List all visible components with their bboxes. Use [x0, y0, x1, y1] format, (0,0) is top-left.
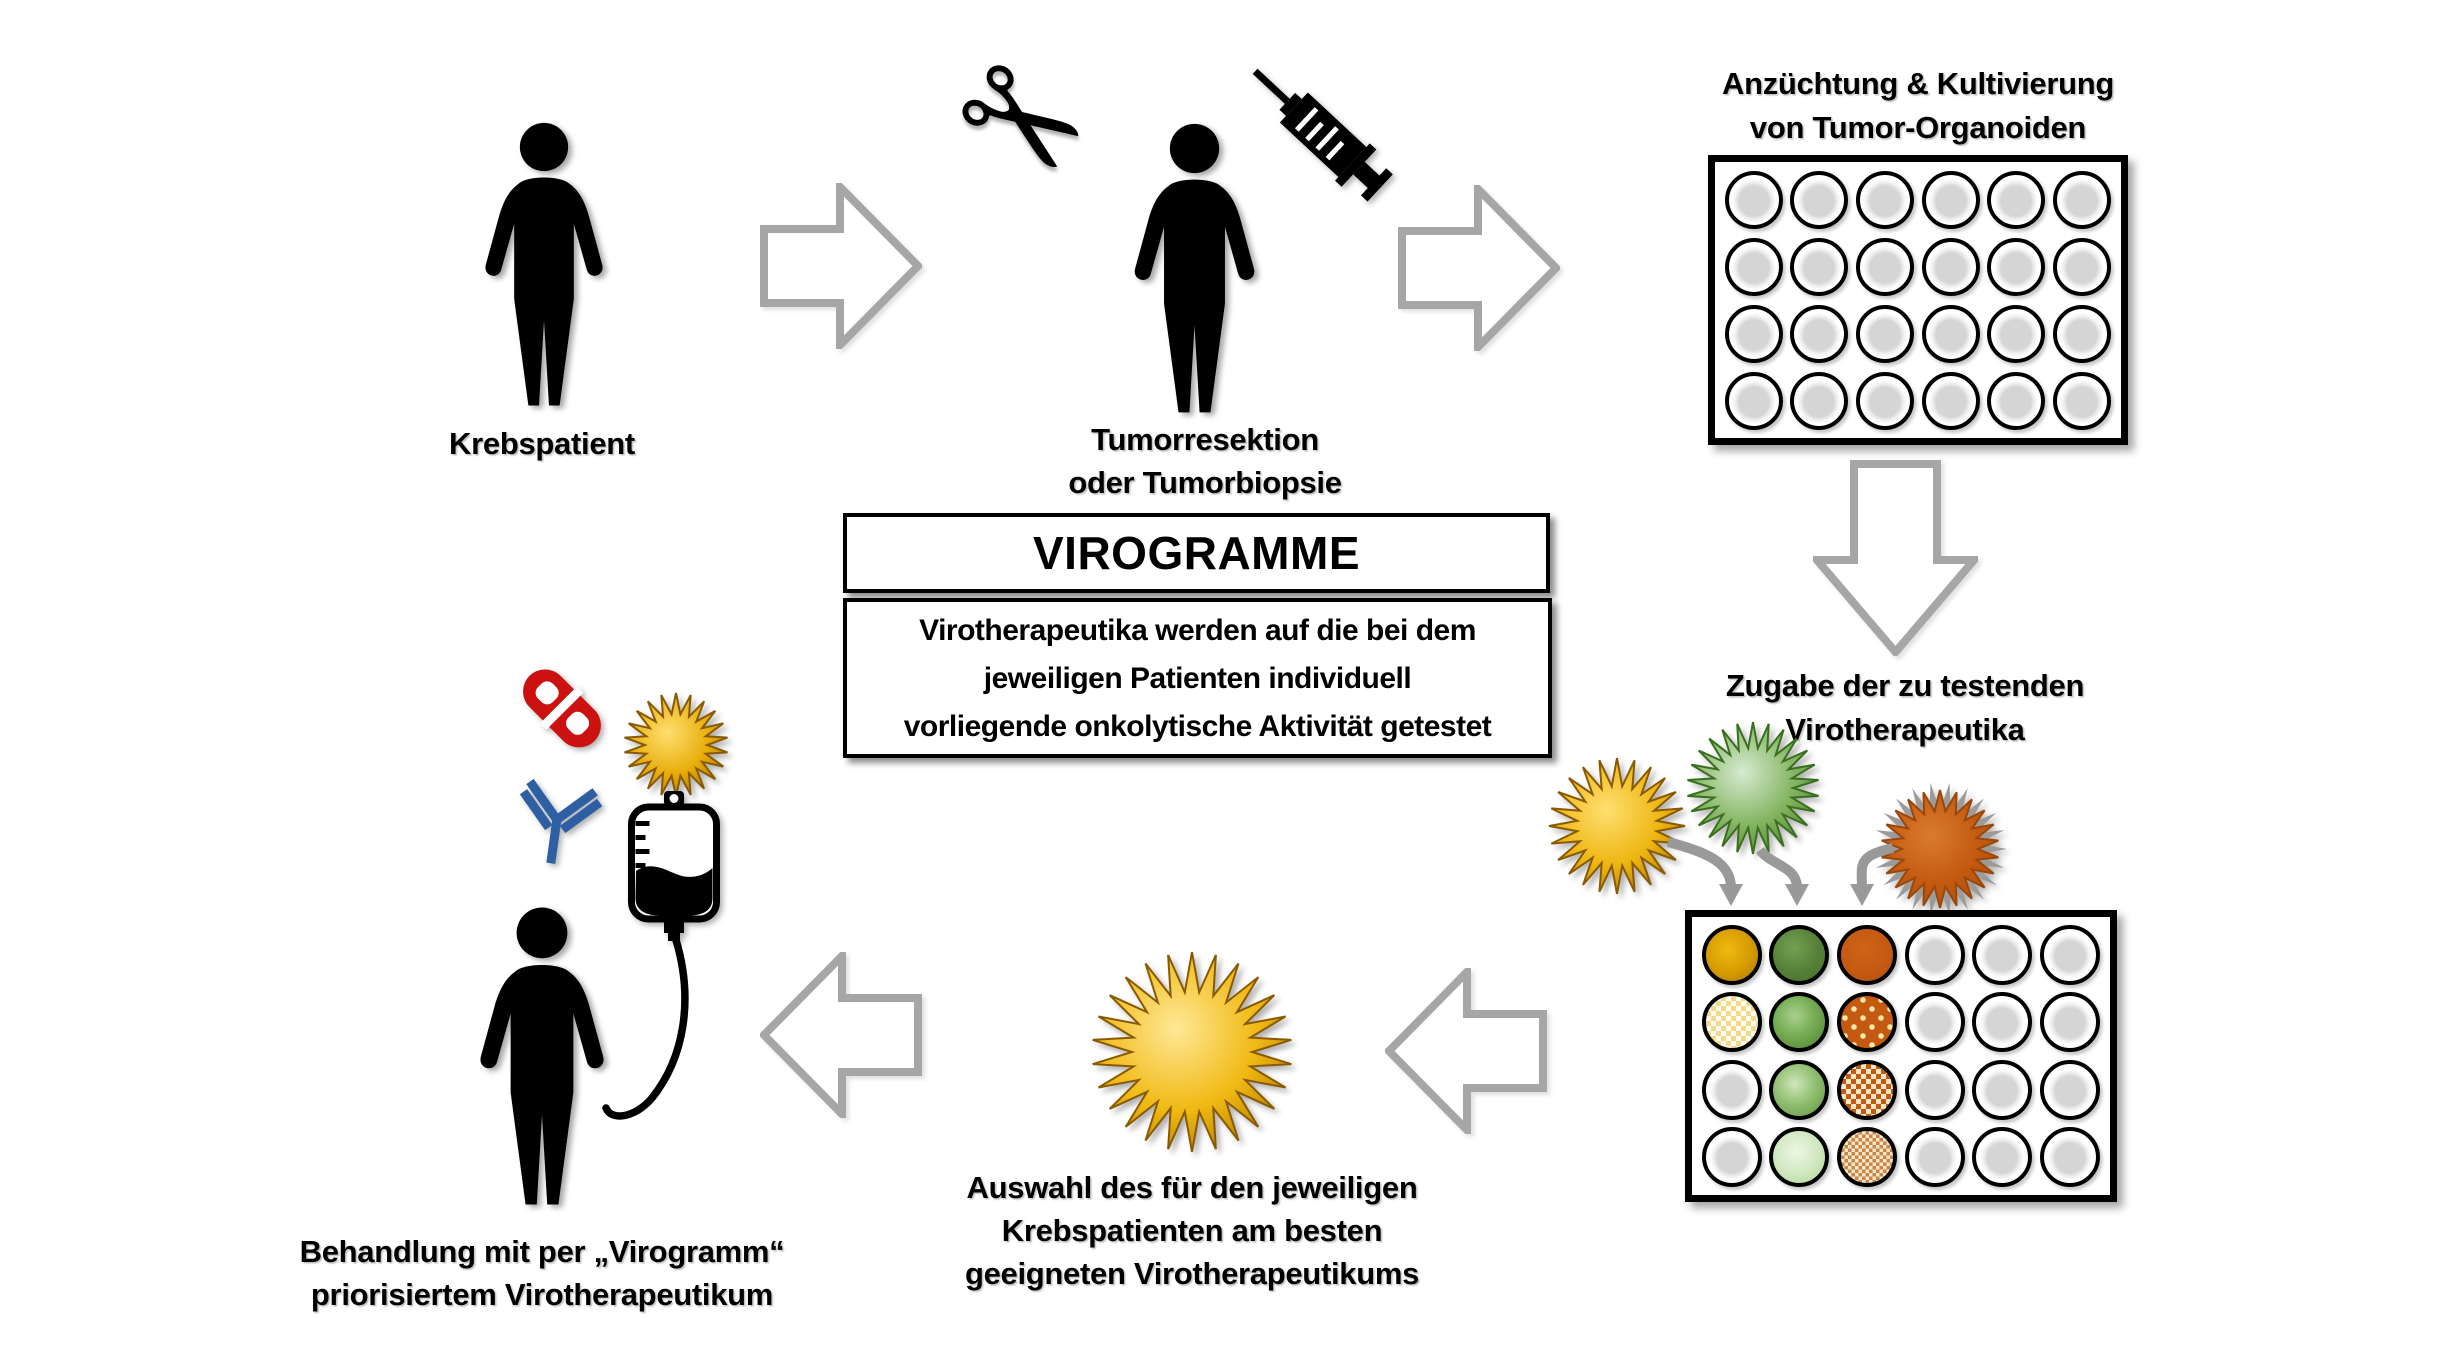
syringe-icon [1237, 48, 1407, 218]
virogramme-description-line2: jeweiligen Patienten individuell [983, 662, 1412, 695]
selected-virus-icon [1087, 947, 1297, 1157]
well-empty [1972, 1127, 2032, 1187]
well-empty [1856, 171, 1914, 229]
resection-label-line1: Tumorresektion [1091, 422, 1319, 457]
scissors-glyph: ✂ [919, 15, 1123, 231]
well-empty [1790, 305, 1848, 363]
selection-label [952, 1166, 1432, 1295]
virogramm-test-plate [1685, 910, 2117, 1202]
organoid-title-line1: Anzüchtung & Kultivierung [1721, 66, 2115, 101]
organoid-title-line2: von Tumor-Organoiden [1749, 110, 2087, 145]
curved-arrow-green [1760, 850, 1809, 906]
treated-patient-icon [467, 906, 617, 1212]
well-empty [1922, 372, 1980, 430]
well-empty [1856, 238, 1914, 296]
well-green-pale [1769, 1127, 1829, 1187]
virogramme-title: VIROGRAMME [1033, 527, 1360, 579]
well-empty [1905, 1060, 1965, 1120]
right-arrow-icon [1398, 185, 1560, 351]
well-empty [1725, 171, 1783, 229]
pill-drawing [505, 650, 620, 765]
mini-virus-gold-icon [621, 690, 731, 800]
flow-arrow-left-2 [760, 952, 922, 1123]
virogramme-description-line1: Virotherapeutika werden auf die bei dem [919, 614, 1476, 647]
well-yellow-checker [1702, 992, 1762, 1052]
well-empty [2053, 305, 2111, 363]
person-silhouette-icon [473, 118, 615, 416]
well-empty [2053, 238, 2111, 296]
scissors-icon [919, 15, 1128, 231]
add-viruses-label-line2: Virotherapeutika [1785, 712, 2025, 747]
well-empty [1702, 1060, 1762, 1120]
well-orange-fine [1837, 1127, 1897, 1187]
well-empty [1725, 305, 1783, 363]
antibody-drawing [500, 752, 620, 872]
flow-arrow-left-1 [1385, 968, 1547, 1139]
well-empty [1987, 171, 2045, 229]
antibody-icon [500, 752, 620, 872]
well-orange-dots [1837, 992, 1897, 1052]
well-empty [2053, 372, 2111, 430]
patient-label-text: Krebspatient [449, 426, 635, 461]
well-empty [2040, 992, 2100, 1052]
organoid-title [1688, 62, 2148, 150]
left-arrow-icon [1385, 968, 1547, 1134]
well-empty [1987, 372, 2045, 430]
well-empty [1790, 372, 1848, 430]
pill-icon [505, 650, 620, 765]
well-empty [1972, 925, 2032, 985]
patient-icon [473, 118, 615, 416]
left-arrow-icon [760, 952, 922, 1118]
well-empty [1905, 925, 1965, 985]
well-empty [1725, 372, 1783, 430]
resection-label-line2: oder Tumorbiopsie [1068, 465, 1342, 500]
person-silhouette-icon [467, 906, 617, 1212]
add-viruses-label-line1: Zugabe der zu testenden [1725, 668, 2085, 703]
virogramme-description-line3: vorliegende onkolytische Aktivität getestet [903, 710, 1492, 743]
organoid-well-plate [1708, 155, 2128, 445]
right-arrow-icon [760, 183, 922, 349]
well-empty [2040, 925, 2100, 985]
well-empty [1790, 238, 1848, 296]
well-empty [1987, 305, 2045, 363]
well-green-dark [1769, 925, 1829, 985]
well-empty [1905, 992, 1965, 1052]
selection-label-line2: Krebspatienten am besten [1001, 1213, 1383, 1248]
well-empty [1922, 305, 1980, 363]
virogramme-description [847, 602, 1548, 751]
well-empty [2040, 1127, 2100, 1187]
well-empty [1856, 305, 1914, 363]
well-orange-checker [1837, 1060, 1897, 1120]
well-empty [1725, 238, 1783, 296]
resection-label [1005, 418, 1405, 504]
selection-label-line3: geeigneten Virotherapeutikums [964, 1256, 1420, 1291]
well-empty [1987, 238, 2045, 296]
syringe-drawing [1237, 48, 1407, 218]
virogramme-description-box [843, 598, 1552, 758]
well-empty [1790, 171, 1848, 229]
well-empty [1905, 1127, 1965, 1187]
well-empty [2053, 171, 2111, 229]
treatment-label-line1: Behandlung mit per „Virogramm“ [299, 1234, 785, 1269]
well-empty [1856, 372, 1914, 430]
well-empty [1972, 1060, 2032, 1120]
well-empty [1922, 238, 1980, 296]
well-green-mid [1769, 992, 1829, 1052]
selection-label-line1: Auswahl des für den jeweiligen [966, 1170, 1418, 1205]
curved-arrow-orange [1850, 848, 1893, 906]
well-green-light [1769, 1060, 1829, 1120]
treatment-label [262, 1230, 822, 1316]
pipetting-arrows [1590, 815, 2030, 920]
treatment-label-line2: priorisiertem Virotherapeutikum [310, 1277, 774, 1312]
virogramme-title-box [843, 513, 1550, 593]
flow-arrow-right-2 [1398, 185, 1560, 356]
well-empty [1702, 1127, 1762, 1187]
down-arrow-icon [1813, 460, 1978, 656]
flow-arrow-right-1 [760, 183, 922, 354]
well-empty [1972, 992, 2032, 1052]
well-empty [1922, 171, 1980, 229]
well-orange-solid [1837, 925, 1897, 985]
curved-arrow-gold [1668, 842, 1743, 906]
flow-arrow-down [1813, 460, 1978, 661]
well-empty [2040, 1060, 2100, 1120]
well-gold-solid [1702, 925, 1762, 985]
patient-label [342, 422, 742, 465]
